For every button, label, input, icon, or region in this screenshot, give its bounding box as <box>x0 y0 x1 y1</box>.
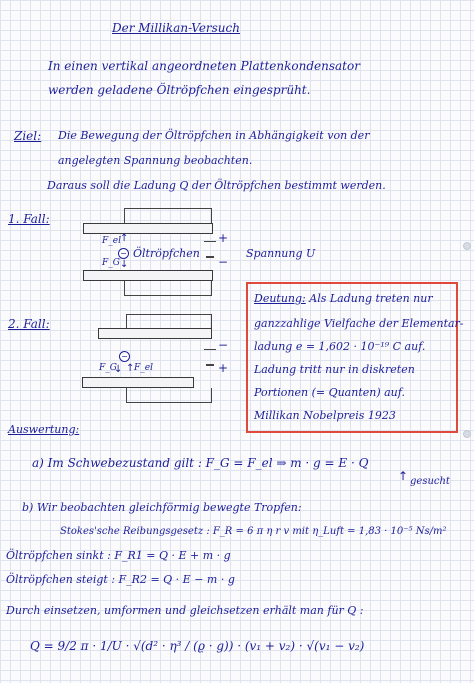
fall1-force-g: F_G <box>102 258 120 268</box>
fall2-droplet-charge: − <box>119 351 130 362</box>
fall1-upper-plate <box>83 223 213 234</box>
fall1-droplet-label: Öltröpfchen <box>133 247 200 260</box>
q-formula: Q = 9/2 π · 1/U · √(d² · η³ / (ϱ · g)) · (v₁ + v₂) · √(v₁ − v₂) <box>30 639 365 653</box>
fall2-plus: + <box>218 361 229 375</box>
binder-hole-bottom <box>463 430 471 438</box>
steigt-line: Öltröpfchen steigt : F_R2 = Q · E − m · g <box>6 573 235 586</box>
fall2-down-arrow: ↓ <box>114 364 123 375</box>
fall1-plus: + <box>218 231 229 245</box>
fall2-force-el: F_el <box>134 363 153 373</box>
ziel-line-3: Daraus soll die Ladung Q der Öltröpfchen bestimmt werden. <box>47 179 386 192</box>
deutung-line-2: ganzzahlige Vielfache der Elementar- <box>254 317 464 330</box>
auswertung-label: Auswertung: <box>8 423 80 436</box>
intro-line-2: werden geladene Öltröpfchen eingesprüht. <box>48 83 311 97</box>
fall1-down-arrow: ↓ <box>120 259 129 270</box>
deutung-line-4: Ladung tritt nur in diskreten <box>254 363 415 376</box>
fall1-up-arrow: ↑ <box>120 233 129 244</box>
gesucht-arrow: ↑ <box>398 469 409 483</box>
fall1-lower-plate <box>83 270 213 281</box>
fall1-force-el: F_el <box>102 236 121 246</box>
ziel-line-2: angelegten Spannung beobachten. <box>58 154 253 167</box>
ziel-line-1: Die Bewegung der Öltröpfchen in Abhängigkeit von der <box>58 129 370 142</box>
deutung-line-1: Deutung: Als Ladung treten nur <box>254 292 433 305</box>
fall2-upper-plate <box>98 328 212 339</box>
gesucht-label: gesucht <box>410 476 450 487</box>
ziel-label: Ziel: <box>14 129 42 143</box>
deutung-line-3: ladung e = 1,602 · 10⁻¹⁹ C auf. <box>254 340 426 353</box>
deutung-label: Deutung: <box>254 292 306 305</box>
fall2-minus: − <box>218 338 229 352</box>
fall2-force-g: F_G <box>99 363 117 373</box>
intro-line-1: In einen vertikal angeordneten Plattenkondensator <box>48 59 360 73</box>
deutung-line-6: Millikan Nobelpreis 1923 <box>254 409 396 422</box>
binder-hole-top <box>463 242 471 250</box>
fall2-up-arrow: ↑ <box>126 363 135 374</box>
page-title: Der Millikan-Versuch <box>112 21 240 35</box>
schwebezustand-line: a) Im Schwebezustand gilt : F_G = F_el ⇒ m · g = E · Q <box>32 456 369 470</box>
stokes-line: Stokes'sche Reibungsgesetz : F_R = 6 π η r v mit η_Luft = 1,83 · 10⁻⁵ Ns/m² <box>60 526 447 537</box>
bewegte-tropfen-line: b) Wir beobachten gleichförmig bewegte Tropfen: <box>22 501 302 514</box>
fall1-voltage: Spannung U <box>246 247 316 260</box>
fall1-label: 1. Fall: <box>8 212 50 226</box>
fall1-droplet-charge: − <box>118 248 129 259</box>
durch-einsetzen-line: Durch einsetzen, umformen und gleichsetzen erhält man für Q : <box>6 604 364 617</box>
fall2-lower-plate <box>82 377 194 388</box>
deutung-line-5: Portionen (= Quanten) auf. <box>254 386 405 399</box>
fall1-minus: − <box>218 255 229 269</box>
fall2-label: 2. Fall: <box>8 317 50 331</box>
sinkt-line: Öltröpfchen sinkt : F_R1 = Q · E + m · g <box>6 549 231 562</box>
